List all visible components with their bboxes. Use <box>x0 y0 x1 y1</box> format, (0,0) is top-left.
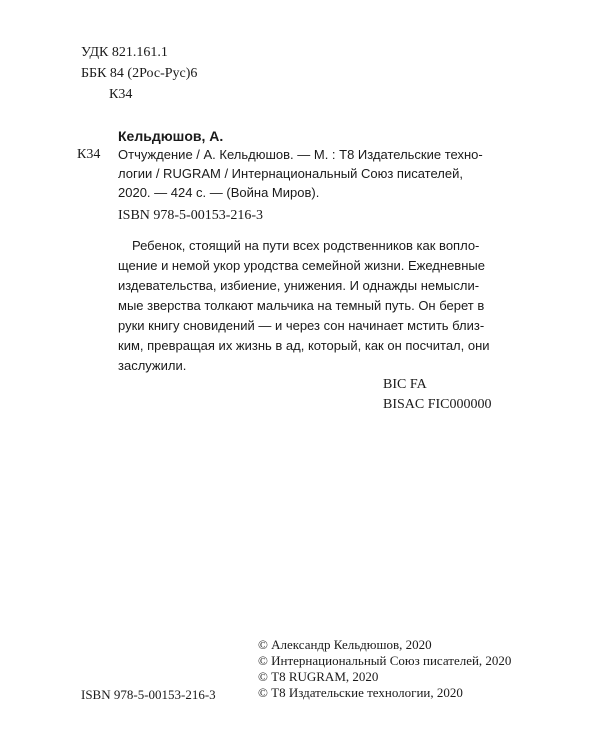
footer-isbn: ISBN 978-5-00153-216-3 <box>81 687 216 702</box>
annotation-line: Ребенок, стоящий на пути всех родственников как вопло- <box>132 238 480 253</box>
bic-code: BIC FA <box>383 377 427 392</box>
copyright-line: © Т8 Издательские технологии, 2020 <box>258 685 463 700</box>
annotation-line: руки книгу сновидений — и через сон начинает мстить близ- <box>118 318 485 333</box>
annotation-line: издевательства, избиение, унижения. И однажды немысли- <box>118 278 480 293</box>
record-description-line-1: Отчуждение / А. Кельдюшов. — М. : Т8 Издательские техно- <box>118 147 483 162</box>
udk-code: УДК 821.161.1 <box>81 45 168 60</box>
bbk-code: ББК 84 (2Рос-Рус)6 <box>81 66 198 81</box>
copyright-line: © Интернациональный Союз писателей, 2020 <box>258 653 512 668</box>
copyright-line: © Т8 RUGRAM, 2020 <box>258 669 379 684</box>
author-mark: К34 <box>109 87 133 102</box>
bisac-code: BISAC FIC000000 <box>383 397 492 412</box>
annotation-line: ким, превращая их жизнь в ад, который, как он посчитал, они <box>118 338 490 353</box>
annotation <box>118 236 490 376</box>
record-description-line-2: логии / RUGRAM / Интернациональный Союз писателей, <box>118 166 463 181</box>
annotation-line: мые зверства толкают мальчика на темный путь. Он берет в <box>118 298 485 313</box>
record-description-line-3: 2020. — 424 с. — (Война Миров). <box>118 185 320 200</box>
record-description <box>118 145 483 202</box>
annotation-line: заслужили. <box>118 358 187 373</box>
record-author: Кельдюшов, А. <box>118 128 224 144</box>
copyright-line: © Александр Кельдюшов, 2020 <box>258 637 432 652</box>
annotation-line: щение и немой укор уродства семейной жизни. Ежедневные <box>118 258 485 273</box>
record-isbn: ISBN 978-5-00153-216-3 <box>118 208 264 223</box>
record-author-mark: К34 <box>77 147 101 162</box>
copyright-block <box>258 637 511 701</box>
